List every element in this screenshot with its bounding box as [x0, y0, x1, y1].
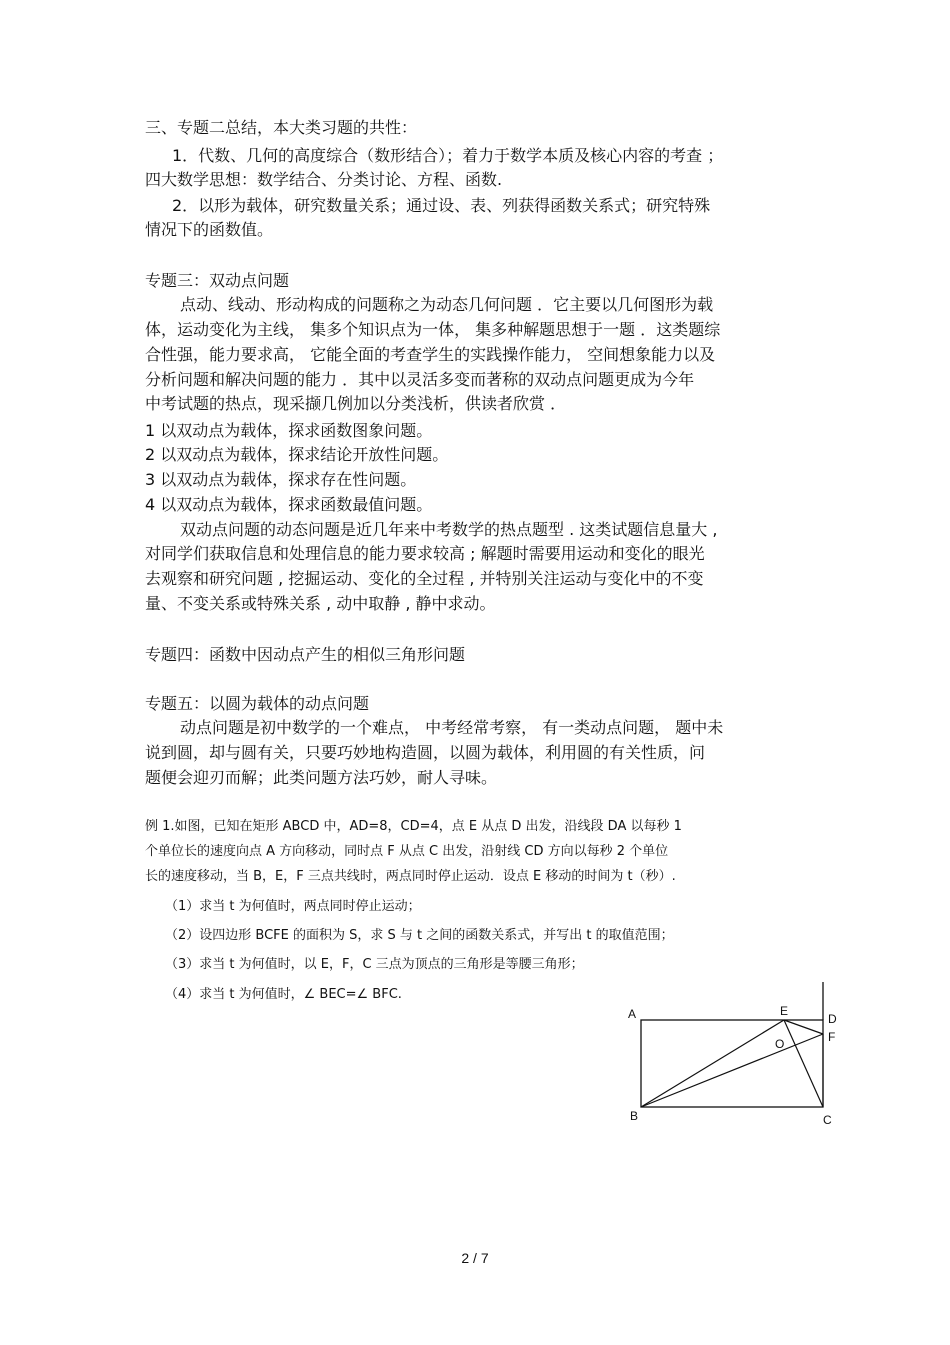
segment-be [641, 1020, 784, 1107]
section3-item1-line2: 四大数学思想：数学结合、分类讨论、方程、函数. [145, 170, 503, 189]
topic5-para-line2: 说到圆，却与圆有关，只要巧妙地构造圆，以圆为载体，利用圆的有关性质，问 [145, 743, 706, 762]
example1-line3: 长的速度移动，当 B，E，F 三点共线时，两点同时停止运动．设点 E 移动的时间为 t（秒）. [145, 869, 676, 884]
topic3-para1-line4: 分析问题和解决问题的能力 ．其中以灵活多变而著称的双动点问题更成为今年 [145, 370, 695, 389]
example1-question-3: （3）求当 t 为何值时，以 E，F，C 三点为顶点的三角形是等腰三角形； [165, 957, 584, 972]
topic5-para-line3: 题便会迎刃而解；此类问题方法巧妙，耐人寻味。 [145, 768, 498, 787]
topic3-para1-line3: 合性强，能力要求高， 它能全面的考查学生的实践操作能力， 空间想象能力以及 [145, 345, 716, 364]
segment-ec [784, 1020, 823, 1107]
topic5-para-line1: 动点问题是初中数学的一个难点， 中考经常考察， 有一类动点问题， 题中未 [180, 718, 724, 737]
section3-item2-line2: 情况下的函数值。 [145, 220, 274, 239]
page-number: 2 / 7 [461, 1250, 489, 1266]
example1-question-2: （2）设四边形 BCFE 的面积为 S，求 S 与 t 之间的函数关系式，并写出 t 的取值范围； [165, 928, 674, 943]
section3-title: 三、专题二总结，本大类习题的共性： [145, 118, 418, 137]
label-a: A [628, 1007, 637, 1021]
example1-line2: 个单位长的速度向点 A 方向移动，同时点 F 从点 C 出发，沿射线 CD 方向以每秒 2 个单位 [145, 844, 669, 859]
section3-item1-line1: 1．代数、几何的高度综合（数形结合）；着力于数学本质及核心内容的考查 ； [172, 146, 724, 165]
label-c: C [823, 1113, 832, 1127]
topic3-para2-line2: 对同学们获取信息和处理信息的能力要求较高 ; 解题时需要用运动和变化的眼光 [145, 544, 705, 563]
topic3-para1-line5: 中考试题的热点，现采撷几例加以分类浅析，供读者欣赏 ． [145, 394, 567, 413]
label-o: O [775, 1037, 785, 1051]
section3-item2-line1: 2．以形为载体，研究数量关系；通过设、表、列获得函数关系式；研究特殊 [172, 196, 711, 215]
label-e: E [780, 1004, 789, 1018]
example1-question-4: （4）求当 t 为何值时，∠ BEC=∠ BFC. [165, 987, 402, 1002]
label-d: D [828, 1012, 837, 1026]
topic3-para1-line1: 点动、线动、形动构成的问题称之为动态几何问题 ．它主要以几何图形为载 [180, 295, 714, 314]
topic3-list-item-4: 4 以双动点为载体，探求函数最值问题。 [145, 495, 433, 514]
topic3-para2-line4: 量、不变关系或特殊关系 , 动中取静 , 静中求动。 [145, 594, 496, 613]
geometry-figure [620, 978, 850, 1128]
rectangle-abcd [641, 1020, 823, 1107]
topic5-title: 专题五：以圆为载体的动点问题 [145, 694, 370, 713]
topic3-list-item-1: 1 以双动点为载体，探求函数图象问题。 [145, 421, 433, 440]
example1-line1: 例 1.如图，已知在矩形 ABCD 中，AD=8，CD=4，点 E 从点 D 出发，沿线段 DA 以每秒 1 [145, 819, 682, 834]
topic3-title: 专题三：双动点问题 [145, 271, 290, 290]
topic3-para2-line3: 去观察和研究问题 , 挖掘运动、变化的全过程 , 并特别关注运动与变化中的不变 [145, 569, 704, 588]
topic4-title: 专题四：函数中因动点产生的相似三角形问题 [145, 645, 466, 664]
example1-question-1: （1）求当 t 为何值时，两点同时停止运动； [165, 899, 421, 914]
topic3-list-item-3: 3 以双动点为载体，探求存在性问题。 [145, 470, 417, 489]
label-f: F [828, 1030, 836, 1044]
label-b: B [630, 1109, 639, 1123]
topic3-para1-line2: 体，运动变化为主线， 集多个知识点为一体， 集多种解题思想于一题 ．这类题综 [145, 320, 721, 339]
topic3-list-item-2: 2 以双动点为载体，探求结论开放性问题。 [145, 445, 449, 464]
topic3-para2-line1: 双动点问题的动态问题是近几年来中考数学的热点题型 . 这类试题信息量大 , [180, 520, 718, 539]
